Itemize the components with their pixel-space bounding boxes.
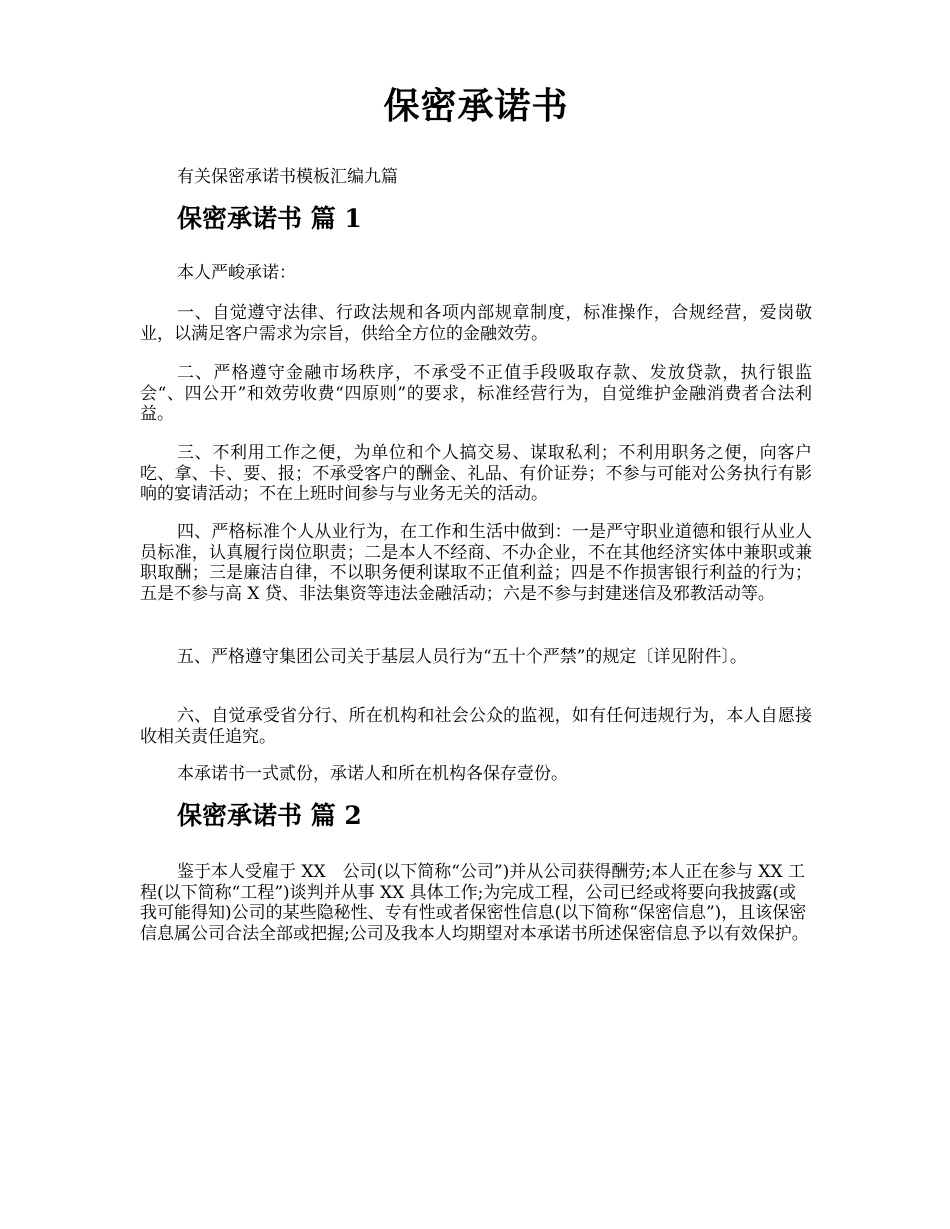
section-1-paragraph: 一、自觉遵守法律、行政法规和各项内部规章制度，标准操作，合规经营，爱岗敬业，以满足客户需求为宗旨，供给全方位的金融效劳。 <box>140 303 812 344</box>
section-heading-1: 保密承诺书 篇 1 <box>177 204 362 233</box>
document-title: 保密承诺书 <box>383 85 569 127</box>
section-1-paragraph: 本承诺书一式贰份，承诺人和所在机构各保存壹份。 <box>177 764 568 784</box>
section-1-paragraph: 三、不利用工作之便，为单位和个人搞交易、谋取私利；不利用职务之便，向客户吃、拿、卡、要、报；不承受客户的酬金、礼品、有价证券；不参与可能对公务执行有影响的宴请活动；不在上班时间参与与业务无关的活动。 <box>140 443 812 504</box>
section-1-paragraph: 二、严格遵守金融市场秩序，不承受不正值手段吸取存款、发放贷款，执行银监会“、四公开”和效劳收费“四原则”的要求，标准经营行为，自觉维护金融消费者合法利益。 <box>140 363 812 424</box>
section-1-paragraph: 五、严格遵守集团公司关于基层人员行为“五十个严禁”的规定〔详见附件〕。 <box>177 647 747 667</box>
section-heading-2: 保密承诺书 篇 2 <box>177 801 362 830</box>
section-1-paragraph: 六、自觉承受省分行、所在机构和社会公众的监视，如有任何违规行为，本人自愿接收相关责任追究。 <box>140 706 812 747</box>
section-2-paragraph: 鉴于本人受雇于 XX 公司(以下简称“公司”)并从公司获得酬劳;本人正在参与 XX 工程(以下简称“工程”)谈判并从事 XX 具体工作;为完成工程，公司已经或将要向我披露(或我可能得知)公司的某些隐秘性、专有性或者保密性信息(以下简称“保密信息”)，且该保密信息属公司合法全部或把握;公司及我本人均期望对本承诺书所述保密信息予以有效保护。 <box>140 862 809 944</box>
document-subtitle: 有关保密承诺书模板汇编九篇 <box>177 167 398 187</box>
section-1-paragraph: 本人严峻承诺： <box>177 263 296 283</box>
section-1-paragraph: 四、严格标准个人从业行为，在工作和生活中做到：一是严守职业道德和银行从业人员标准，认真履行岗位职责；二是本人不经商、不办企业，不在其他经济实体中兼职或兼职取酬；三是廉洁自律，不以职务便利谋取不正值利益；四是不作损害银行利益的行为；五是不参与高 X 贷、非法集资等违法金融活动；六是不参与封建迷信及邪教活动等。 <box>140 522 812 604</box>
